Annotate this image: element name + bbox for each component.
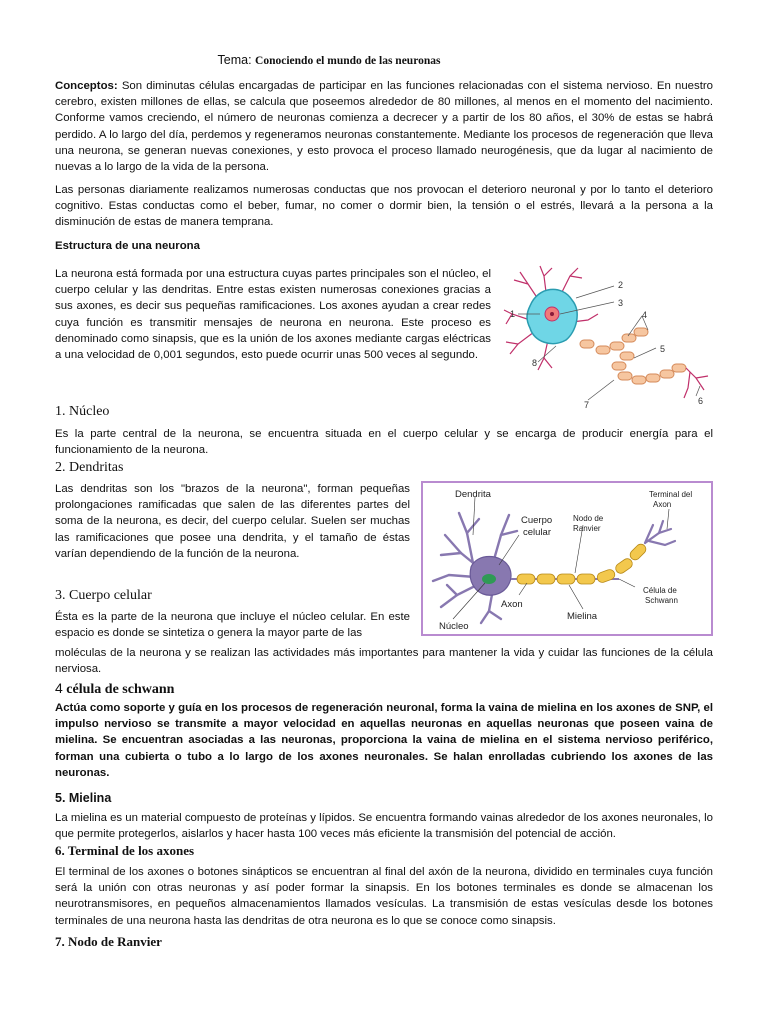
dendritas-paragraph: Las dendritas son los "brazos de la neurona", forman pequeñas prolongaciones ramificadas que salen de las diferentes partes del soma de la neurona, es decir, del cuerpo celular. Suelen ser muchas las ramificaciones que posee una dendrita, y el tamaño de éstas varían dependiendo de la función de la neurona. [55,483,410,560]
label-nucleo: Núcleo [439,621,469,632]
nucleus-figure2 [482,574,496,584]
label-schwann-2: Schwann [645,596,678,605]
label-dendrita: Dendrita [455,489,491,500]
neuron-diagram-labeled-frame [421,481,713,636]
conceptos-paragraph [55,78,713,175]
title-lead: Tema: [217,53,252,67]
schwann-paragraph: Actúa como soporte y guía en los procesos de regeneración neuronal, forma la vaina de mielina en los axones de SNP, el impulso nervioso se transmite a mayor velocidad en aquellas neuronas en aquellas neuronas que poseen vaina de mielina. Se encuentran asociadas a las neuronas, proporciona la vaina de mielina en el sistema nervioso periférico, forman una cubierta o tubo a lo largo de los axones neuronales. Se halan enrolladas cubriendo los axones de las neuronas. [55,702,713,779]
label-axon: Axon [501,599,523,610]
neuron-diagram-labeled [423,483,711,634]
label-4: 4 [642,310,648,320]
mielina-paragraph: La mielina es un material compuesto de proteínas y lípidos. Se encuentra formando vainas alrededor de los axones neuronales, lo que permite protegerlos, aislarlos y hacer hasta 100 veces más eficiente la transmisión del potencial de acción. [55,812,713,841]
cuerpo-paragraph-a: Ésta es la parte de la neurona que incluye el núcleo celular. En este espacio es donde se sintetiza o genera la mayor parte de las [55,611,410,640]
page-title [0,53,658,67]
conceptos-label: Conceptos: [55,80,118,92]
schwann-heading-text: célula de schwann [62,682,175,697]
nodo-heading: 7. Nodo de Ranvier [55,934,162,949]
mielina-heading: 5. Mielina [55,791,112,805]
conceptos-text: Son diminutas células encargadas de participar en las funciones relacionadas con el sistema nervioso. En nuestro cerebro, existen millones de ellas, se calcula que poseemos alrededor de 80 millones, al menos en el momento del nacimiento. Conforme vamos creciendo, el número de neuronas comienza a decrecer y a partir de los 80 años, el 30% de estas se habrá perdido. A lo largo del día, perdemos y regeneramos neuronas constantemente. Mediante los procesos de regeneración que lleva una neurona, se generan nuevas conexiones, y esto provoca el proceso llamado neurogénesis, que da lugar al nacimiento de nuevas a lo largo de la vida de la persona. [55,80,713,174]
dendritas-heading: 2. Dendritas [55,460,124,475]
label-7: 7 [584,400,590,410]
label-cuerpo-1: Cuerpo [521,515,553,526]
cuerpo-heading: 3. Cuerpo celular [55,588,152,603]
axon-terminal-figure1 [684,368,708,398]
label-3: 3 [618,298,624,308]
schwann-heading-num: 4 [55,680,63,696]
schwann-heading [55,680,174,698]
myelin-figure2 [517,542,648,584]
label-nodo-1: Nodo de [573,514,604,523]
label-1: 1 [510,309,516,319]
cuerpo-paragraph-b: moléculas de la neurona y se realizan las actividades más importantes para mantener la vida y cuidar las funciones de la célula nerviosa. [55,647,713,676]
nucleo-paragraph: Es la parte central de la neurona, se encuentra situada en el cuerpo celular y se encarga de producir energía para el funcionamiento de la neurona. [55,428,713,457]
label-schwann-1: Célula de [643,586,677,595]
nucleolus-figure1 [550,312,554,316]
myelin-figure1 [580,328,686,384]
neuron-diagram-numbered [500,262,718,414]
label-2: 2 [618,280,624,290]
label-cuerpo-2: celular [523,527,551,538]
nucleo-heading: 1. Núcleo [55,404,110,419]
label-8: 8 [532,358,538,368]
estructura-heading: Estructura de una neurona [55,240,200,252]
axon-terminal-figure2 [645,521,675,545]
label-nodo-2: Ranvier [573,524,601,533]
title-main: Conociendo el mundo de las neuronas [255,55,441,67]
label-6: 6 [698,396,704,406]
label-terminal-2: Axon [653,500,672,509]
deterioro-paragraph: Las personas diariamente realizamos numerosas conductas que nos provocan el deterioro neuronal y por lo tanto el deterioro cognitivo. Estas conductas como el beber, fumar, no comer o dormir bien, la tensión o el estrés, llevará a la persona a la disminución de estas de manera temprana. [55,184,713,229]
label-mielina: Mielina [567,611,598,622]
label-5: 5 [660,344,666,354]
terminal-paragraph: El terminal de los axones o botones sinápticos se encuentran al final del axón de la neurona, dividido en terminales cuya función será la unión con otras neuronas y así poder formar la sinapsis. En los botones terminales es donde se almacenan los neurotransmisores, en pequeños almacenamientos llamados vesículas. La transmisión de estas vesículas desde los botones terminales de una neurona hasta las dendritas de otra neurona es lo que se conoce como sinapsis. [55,866,713,927]
estructura-paragraph: La neurona está formada por una estructura cuyas partes principales son el núcleo, el cuerpo celular y las dendritas. Entre estas existen numerosas conexiones gracias a sus axones, es decir sus pequeñas ramificaciones. Los axones ayudan a crear redes cuya función es transmitir mensajes de neurona en neurona. Este proceso es denominado como sinapsis, que es la unión de los axones mediante cargas eléctricas a una velocidad de 0,001 segundos, esto puede ocurrir unas 500 veces al segundo. [55,268,491,362]
label-terminal-1: Terminal del [649,490,693,499]
terminal-heading: 6. Terminal de los axones [55,843,195,858]
